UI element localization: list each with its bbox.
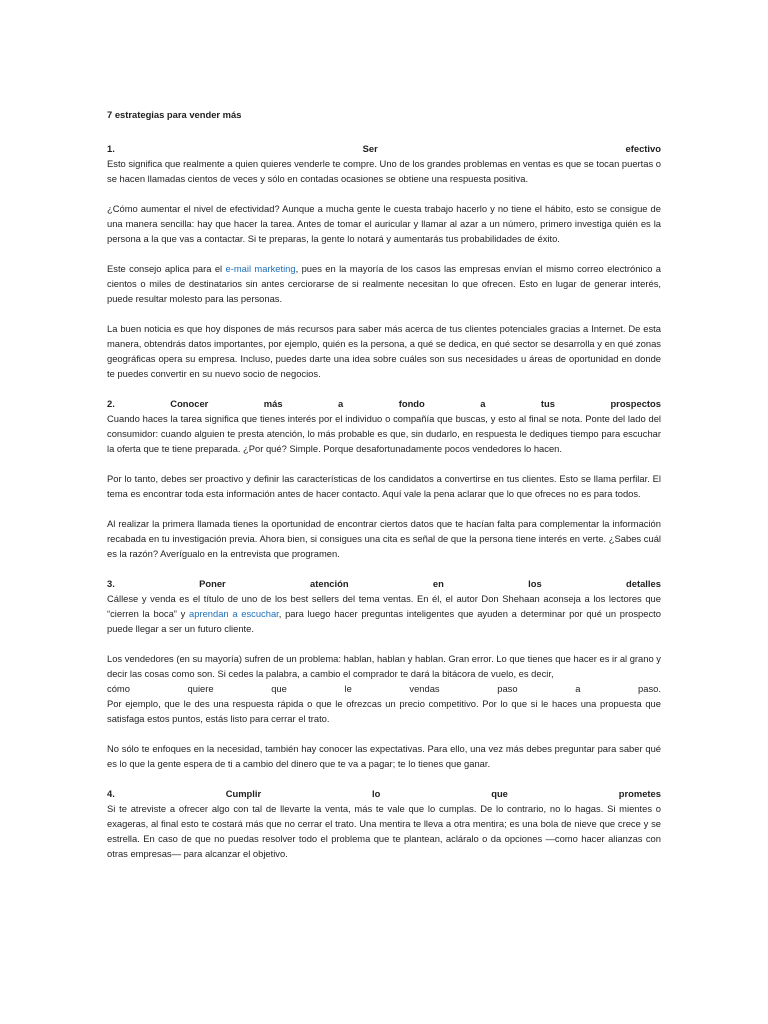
heading-word: 3. bbox=[107, 578, 115, 589]
section-2-heading bbox=[107, 396, 661, 411]
heading-word: a bbox=[480, 398, 486, 409]
document-page bbox=[107, 107, 661, 861]
section-2-paragraph-1: Cuando haces la tarea significa que tienes interés por el individuo o compañía que buscas, y esto al final se nota. Ponte del lado del consumidor: cuando alguien te presta atención, lo más probable es que, sin dudarlo, en respuesta le dediques tiempo para escuchar la oferta que te tiene preparada. ¿Por qué? Simple. Porque desafortunadamente pocos vendedores lo hacen. bbox=[107, 413, 661, 454]
heading-word: 4. bbox=[107, 788, 115, 799]
spread-word: paso bbox=[497, 683, 518, 694]
heading-word: lo bbox=[372, 788, 381, 799]
spread-word: quiere bbox=[187, 683, 214, 694]
spread-line bbox=[107, 681, 661, 696]
heading-word: 2. bbox=[107, 398, 115, 409]
text-run: , para luego hacer preguntas inteligentes que ayuden a determinar por qué un prospecto puede llegar a ser un futuro cliente. bbox=[107, 608, 661, 634]
document-title: 7 estrategias para vender más bbox=[107, 109, 242, 120]
heading-word: prospectos bbox=[610, 398, 661, 409]
spread-word: que bbox=[271, 683, 287, 694]
spread-word: le bbox=[344, 683, 352, 694]
heading-word: que bbox=[491, 788, 508, 799]
email-marketing-link[interactable]: e-mail marketing bbox=[225, 263, 296, 274]
section-3-heading bbox=[107, 576, 661, 591]
section-1-paragraph-1: Esto significa que realmente a quien quieres venderle te compre. Uno de los grandes problemas en ventas es que se tocan puertas o se hacen llamadas cientos de veces y sólo en contadas ocasiones se obtiene una respuesta positiva. bbox=[107, 158, 661, 184]
heading-word: en bbox=[432, 578, 444, 589]
heading-word: a bbox=[338, 398, 344, 409]
heading-word: detalles bbox=[626, 578, 661, 589]
section-2-paragraph-2: Por lo tanto, debes ser proactivo y definir las características de los candidatos a convertirse en tus clientes. Esto se llama perfilar. El tema es encontrar toda esta información antes de hacer contacto. Aquí vale la pena aclarar que lo que ofreces no es para todos. bbox=[107, 473, 661, 499]
section-3-paragraph-3: No sólo te enfoques en la necesidad, también hay conocer las expectativas. Para ello, una vez más debes preguntar para saber qué es lo que la gente espera de ti a cambio del dinero que te va a pagar; te lo tienes que ganar. bbox=[107, 743, 661, 769]
spread-word: a bbox=[575, 683, 581, 694]
aprendan-a-escuchar-link[interactable]: aprendan a escuchar bbox=[189, 608, 279, 619]
heading-word: prometes bbox=[618, 788, 661, 799]
heading-word: efectivo bbox=[625, 143, 661, 154]
spread-word: vendas bbox=[409, 683, 440, 694]
heading-word: tus bbox=[540, 398, 555, 409]
text-run: , pues en la mayoría de los casos las empresas envían el mismo correo electrónico a cientos o miles de destinatarios sin antes cerciorarse de si realmente necesitan lo que ofrecen. Esto en lugar de generar interés, puede resultar molesto para las personas. bbox=[107, 263, 661, 304]
section-3-paragraph-1 bbox=[107, 591, 661, 636]
spread-word: paso. bbox=[638, 683, 661, 694]
section-1-paragraph-4: La buen noticia es que hoy dispones de más recursos para saber más acerca de tus clientes potenciales gracias a Internet. De esta manera, obtendrás datos importantes, por ejemplo, quién es la persona, a qué se dedica, en qué sector se desarrolla y en qué zonas geográficas opera su empresa. Incluso, puedes darte una idea sobre cuáles son sus necesidades u áreas de oportunidad en donde te puedes convertir en su nuevo socio de negocios. bbox=[107, 323, 661, 379]
section-1-paragraph-3 bbox=[107, 261, 661, 306]
text-run: Los vendedores (en su mayoría) sufren de un problema: hablan, hablan y hablan. Gran error. Lo que tienes que hacer es ir al grano y decir las cosas como son. Si cedes la palabra, a cambio el comprador te dará la bitácora de vuelo, es decir, bbox=[107, 653, 661, 679]
heading-word: más bbox=[263, 398, 283, 409]
section-1-paragraph-2: ¿Cómo aumentar el nivel de efectividad? Aunque a mucha gente le cuesta trabajo hacerlo y no tiene el hábito, esto se consigue de una manera sencilla: hay que hacer la tarea. Antes de tomar el auricular y llamar al azar a un número, primero investiga quién es la persona a la que vas a contactar. Si te preparas, la gente lo notará y aumentarás tus probabilidades de éxito. bbox=[107, 203, 661, 244]
heading-word: fondo bbox=[398, 398, 425, 409]
section-2-paragraph-3: Al realizar la primera llamada tienes la oportunidad de encontrar ciertos datos que te hacían falta para complementar la información recabada en tu investigación previa. Ahora bien, si consigues una cita es señal de que la persona tiene interés en verte. ¿Sabes cuál es la razón? Averígualo en la entrevista que programen. bbox=[107, 518, 661, 559]
heading-word: Poner bbox=[199, 578, 226, 589]
section-1-heading bbox=[107, 141, 661, 156]
heading-word: 1. bbox=[107, 143, 115, 154]
section-3-paragraph-2 bbox=[107, 651, 661, 726]
text-run: Por ejemplo, que le des una respuesta rápida o que le ofrezcas un precio competitivo. Por lo que si le haces una propuesta que satisfaga estos puntos, estás listo para cerrar el trato. bbox=[107, 698, 661, 724]
text-run: Este consejo aplica para el bbox=[107, 263, 226, 274]
section-4-paragraph-1: Si te atreviste a ofrecer algo con tal de llevarte la venta, más te vale que lo cumplas. De lo contrario, no lo hagas. Si mientes o exageras, al final esto te costará más que no cerrar el trato. Una mentira te lleva a otra mentira; es una bola de nieve que crece y se estrella. En caso de que no puedas resolver todo el problema que te plantean, acláralo o da opciones —como hacer alianzas con otras empresas— para alcanzar el objetivo. bbox=[107, 803, 661, 859]
text-run: Cállese y venda es el título de uno de los best sellers del tema ventas. En él, el autor Don Shehaan aconseja a los lectores que “cierren la boca” y bbox=[107, 593, 661, 619]
heading-word: los bbox=[528, 578, 542, 589]
heading-word: atención bbox=[310, 578, 349, 589]
spread-word: cómo bbox=[107, 683, 130, 694]
section-4-heading bbox=[107, 786, 661, 801]
heading-word: Ser bbox=[362, 143, 378, 154]
heading-word: Cumplir bbox=[225, 788, 262, 799]
heading-word: Conocer bbox=[170, 398, 209, 409]
